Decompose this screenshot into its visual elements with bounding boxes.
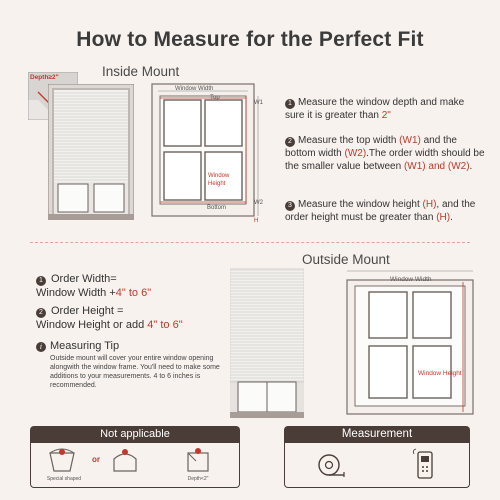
window-height-line2: Height [208, 181, 226, 187]
outside-step-2-line2: Window Height or add [36, 319, 148, 331]
inside-step-2-text-a: Measure the top width [298, 135, 400, 146]
w1-label: W1 [254, 100, 263, 106]
special-shaped-icon [46, 447, 78, 473]
inside-mount-blind-photo [48, 84, 134, 220]
measuring-tip-title [36, 340, 119, 352]
tape-measure-icon [316, 450, 346, 480]
outside-mount-window-diagram [345, 268, 475, 418]
inside-step-3-h: (H) [422, 199, 437, 210]
inside-step-2-w1-w2: (W1) and (W2) [403, 161, 470, 172]
page-title: How to Measure for the Perfect Fit [76, 28, 424, 51]
outside-step-2-highlight: 4" to 6" [147, 319, 183, 331]
inside-mount-label: Inside Mount [102, 64, 180, 79]
outside-step-1-line1: Order Width= [51, 273, 117, 285]
inside-step-2 [285, 134, 485, 173]
window-height-label [208, 172, 229, 188]
depth-label: Depth≥2" [30, 74, 59, 81]
section-divider [30, 242, 470, 243]
laser-measure-icon [410, 448, 440, 482]
depth-less-label: Depth<2" [187, 476, 209, 482]
outside-step-1-highlight: 4" to 6" [115, 287, 152, 299]
inside-step-1-highlight: 2" [381, 110, 391, 121]
outside-step-number-1: 1 [36, 276, 46, 286]
arched-window-icon [110, 447, 140, 473]
outside-step-1-line2: Window Width + [36, 287, 116, 299]
inside-step-3-text-b: , and the order height must be greater than [285, 199, 476, 223]
outside-step-2-line1: Order Height = [51, 305, 124, 317]
outside-step-1 [36, 272, 226, 300]
inside-step-2-w1: (W1) [399, 135, 421, 146]
inside-step-3-text-a: Measure the window height [298, 199, 423, 210]
outside-mount-blind-photo [230, 268, 304, 418]
inside-step-2-w2: (W2) [344, 148, 367, 159]
inside-step-2-text-c: .The order width should be the smaller value between [285, 148, 485, 172]
inside-step-3-text-c: . [450, 212, 453, 223]
window-height-line1: Window [208, 173, 230, 179]
not-applicable-header: Not applicable [30, 426, 240, 443]
window-width-label: Window Width [175, 86, 214, 92]
inside-step-3-h2: (H) [436, 212, 451, 223]
measuring-tip-text: Outside mount will cover your entire window opening alongwith the window frame. You'll need to make some additions to your measurements. 4 to 6 inches is recommended. [50, 355, 220, 389]
outside-step-number-2: 2 [36, 308, 46, 318]
outside-step-2 [36, 304, 226, 332]
step-number-2: 2 [285, 137, 295, 147]
info-icon: i [36, 342, 46, 352]
inside-step-3 [285, 198, 485, 224]
step-number-3: 3 [285, 201, 295, 211]
inside-step-1 [285, 96, 485, 122]
outside-window-width-label: Window Width [390, 276, 432, 283]
inside-step-2-text-d: . [469, 161, 473, 172]
h-label: H [254, 218, 259, 224]
inside-step-2-text-b: and the bottom width [285, 135, 457, 159]
bottom-label: Bottom [207, 205, 227, 211]
outside-window-height-label: Window Height [418, 370, 462, 377]
top-label: Top [210, 95, 220, 101]
measurement-panel [284, 443, 470, 488]
step-number-1: 1 [285, 99, 295, 109]
measurement-header: Measurement [284, 426, 470, 443]
w2-label: W2 [254, 200, 263, 206]
outside-mount-label: Outside Mount [302, 252, 390, 267]
inside-step-1-text: Measure the window depth and make sure it is greater than [285, 97, 465, 121]
or-label: or [92, 455, 100, 464]
special-shaped-label: Special shaped [46, 476, 82, 482]
shallow-depth-icon [184, 447, 212, 473]
measuring-tip-label: Measuring Tip [50, 340, 120, 352]
